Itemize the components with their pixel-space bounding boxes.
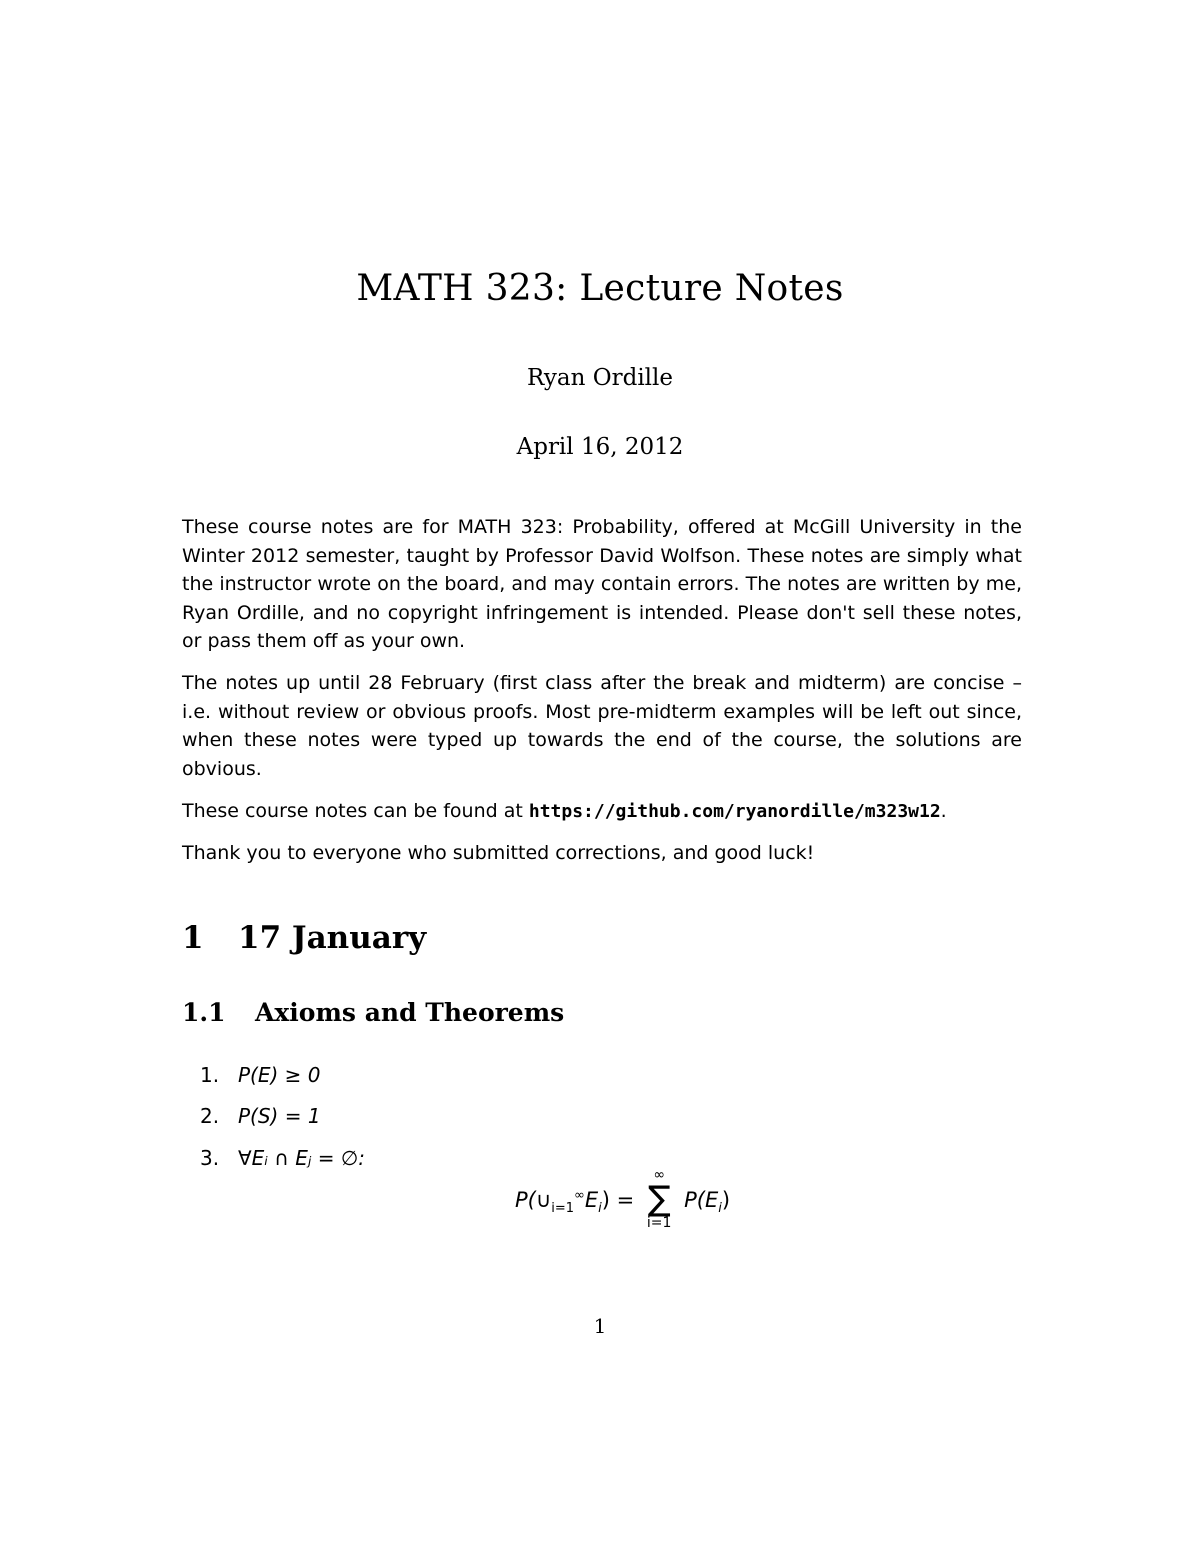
intro-paragraph: These course notes are for MATH 323: Probability, offered at McGill University in the Winter 2012 semester, taught by Professor David Wolfson. These notes are simply what the instructor wrote on the board, and may contain errors. The notes are written by me, Ryan Ordille, and no copyright infringement is intended. Please don't sell these notes, or pass them off as your own.: [182, 516, 1022, 652]
source-location-paragraph: [182, 797, 1022, 827]
axiom-expression: P(S) = 1: [238, 1104, 321, 1128]
sum-symbol: ∑: [647, 1179, 671, 1219]
axiom-marker: 2.: [200, 1104, 220, 1128]
axiom-list-item: [200, 1104, 321, 1128]
thanks-paragraph: Thank you to everyone who submitted corrections, and good luck!: [182, 842, 815, 864]
section-title: 17 January: [238, 920, 427, 956]
section-number: 1: [182, 920, 204, 956]
equation-lhs-body: E: [584, 1188, 599, 1212]
document-date: April 16, 2012: [516, 434, 684, 460]
sum-upper-limit: ∞: [653, 1167, 666, 1183]
equation-rhs: P(E: [684, 1188, 719, 1212]
subsection-number: 1.1: [182, 998, 226, 1027]
document-title: MATH 323: Lecture Notes: [356, 268, 844, 309]
section-heading: [182, 920, 426, 956]
equation-rhs-close: ): [721, 1188, 731, 1212]
source-location-suffix: .: [940, 800, 947, 822]
axiom-marker: 3.: [200, 1146, 220, 1170]
axiom-expression: ∀Eᵢ ∩ Eⱼ = ∅:: [238, 1146, 366, 1170]
github-url-link[interactable]: https://github.com/ryanordille/m323w12: [528, 801, 941, 822]
page-number: 1: [593, 1314, 607, 1338]
source-location-prefix: These course notes can be found at: [182, 800, 529, 822]
union-lower-limit: i=1: [551, 1201, 575, 1217]
equation-rhs-index: i: [718, 1201, 722, 1217]
author-name: Ryan Ordille: [527, 365, 673, 391]
axiom-list-item: [200, 1146, 365, 1170]
equation-lhs-open: P(∪: [515, 1188, 552, 1212]
axiom-expression: P(E) ≥ 0: [238, 1063, 321, 1087]
additivity-equation: [515, 1167, 731, 1232]
notes-scope-paragraph: The notes up until 28 February (first class after the break and midterm) are concise – i.e. without review or obvious proofs. Most pre-midterm examples will be left out since, when these notes were typed up towards the end of the course, the solutions are obvious.: [182, 672, 1022, 780]
equation-lhs-close: ) =: [601, 1188, 635, 1212]
equation-lhs-index: i: [598, 1201, 602, 1217]
axiom-list-item: [200, 1063, 321, 1087]
subsection-title: Axioms and Theorems: [255, 998, 565, 1027]
axiom-marker: 1.: [200, 1063, 220, 1087]
union-upper-limit: ∞: [574, 1188, 585, 1203]
summation: [647, 1168, 672, 1230]
subsection-heading: [182, 998, 564, 1027]
sum-lower-limit: i=1: [646, 1215, 672, 1231]
